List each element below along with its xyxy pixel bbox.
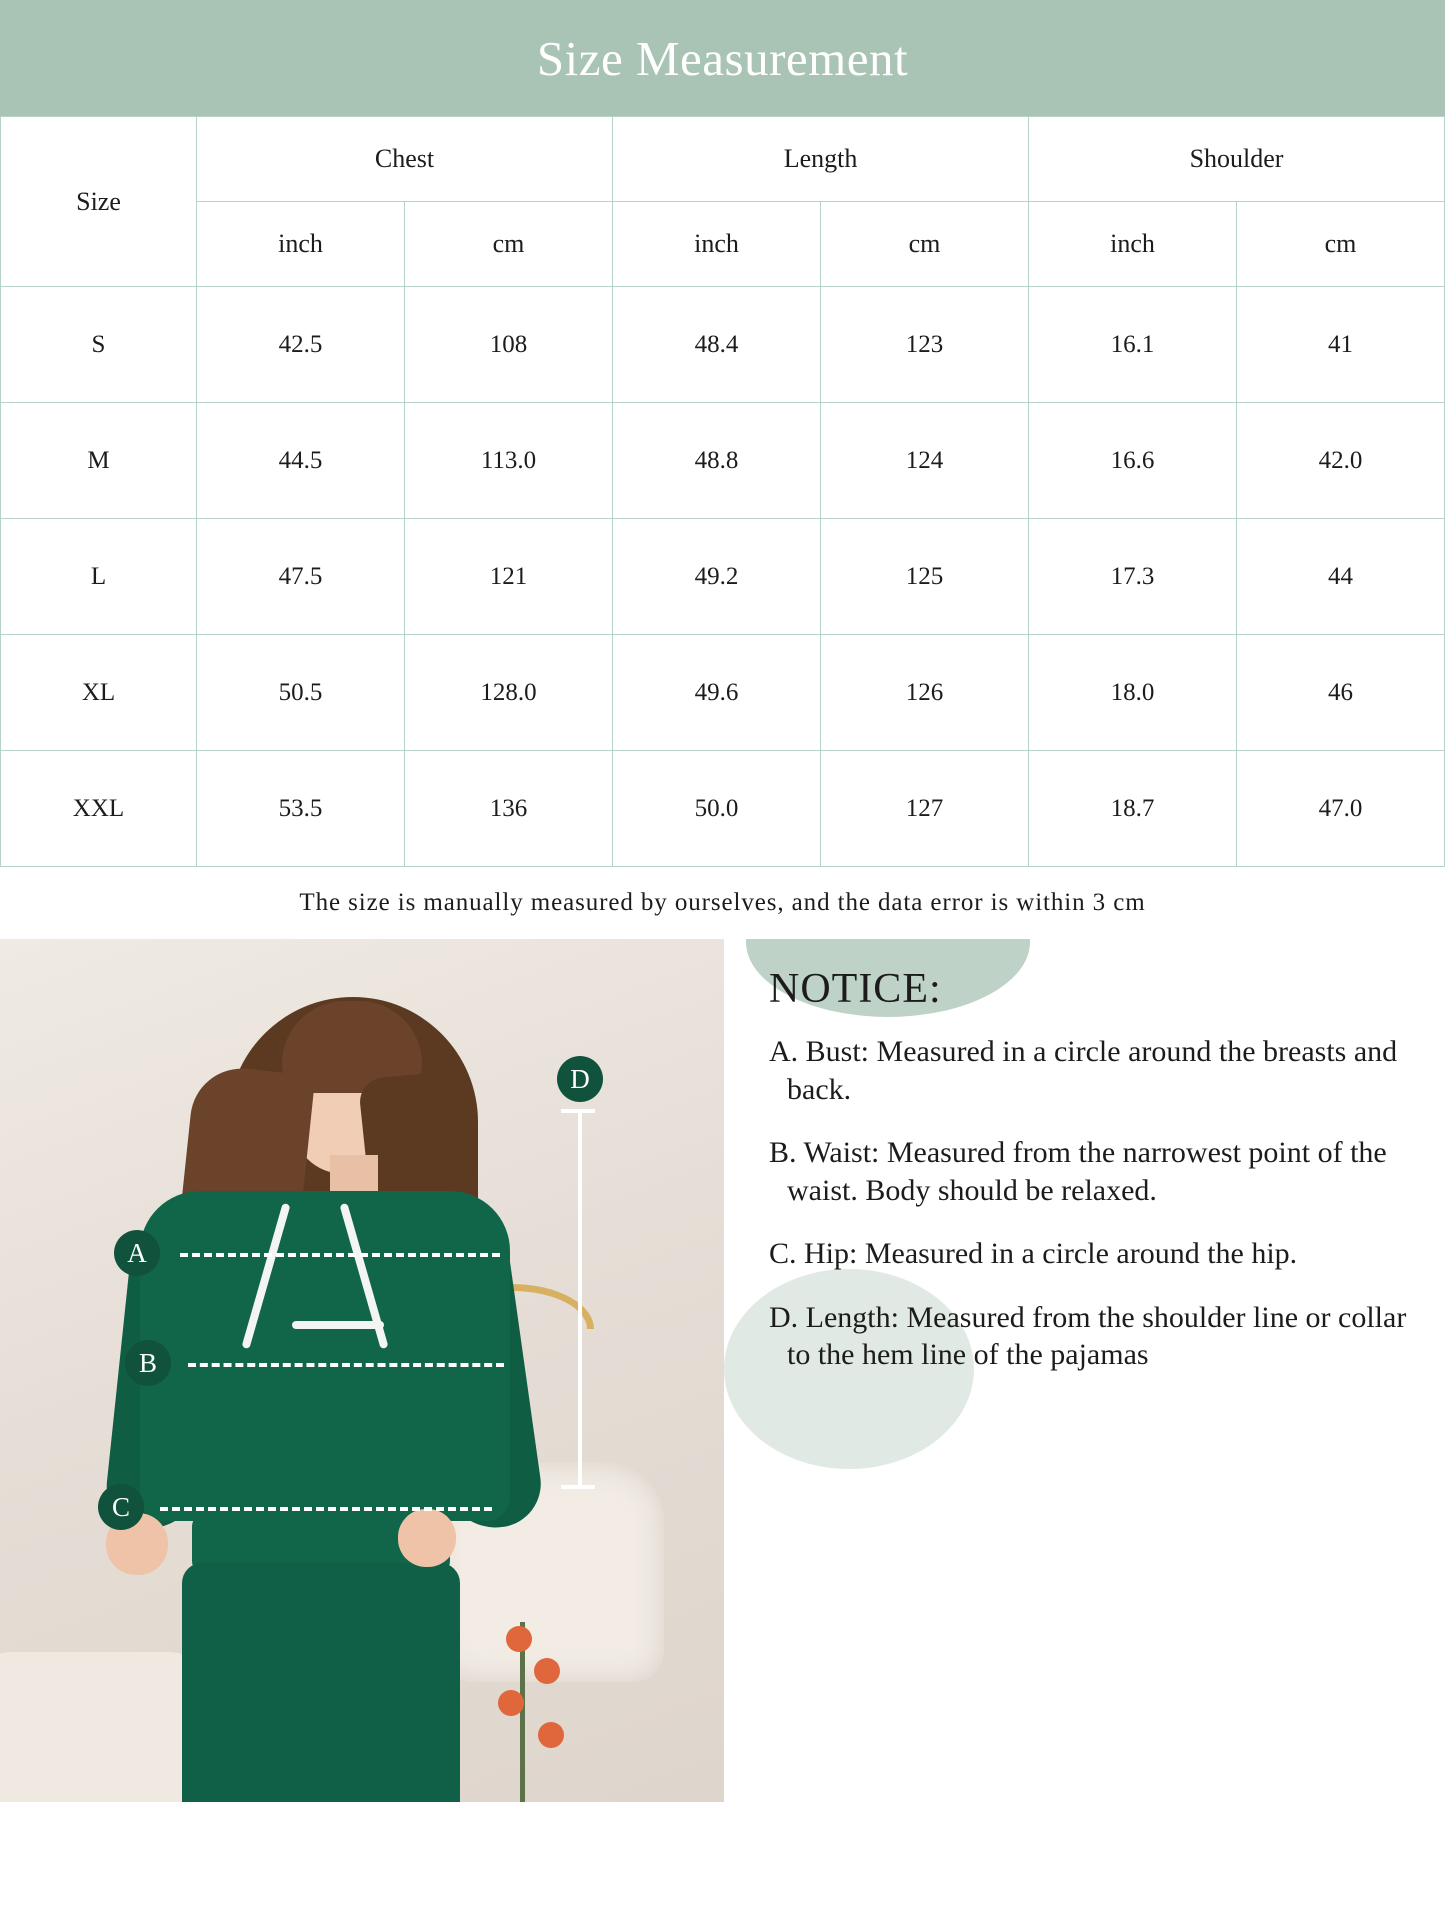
pajama-pants [182, 1563, 460, 1802]
cell-chest-cm: 128.0 [405, 635, 613, 751]
cell-length-cm: 127 [821, 751, 1029, 867]
marker-d: D [557, 1056, 603, 1102]
unit-chest-inch: inch [197, 202, 405, 287]
marker-c: C [98, 1484, 144, 1530]
measure-line-b [188, 1363, 504, 1367]
unit-chest-cm: cm [405, 202, 613, 287]
cell-chest-inch: 53.5 [197, 751, 405, 867]
flower-bloom [498, 1690, 524, 1716]
row-size-label: XL [1, 635, 197, 751]
column-group-shoulder: Shoulder [1029, 117, 1445, 202]
cell-length-inch: 49.6 [613, 635, 821, 751]
flower-bloom [506, 1626, 532, 1652]
cell-shoulder-cm: 44 [1237, 519, 1445, 635]
notice-item-text: B. Waist: Measured from the narrowest point of the waist. Body should be relaxed. [769, 1136, 1387, 1207]
table-row [1, 635, 1445, 751]
marker-b: B [125, 1340, 171, 1386]
table-header-units [1, 202, 1445, 287]
cell-shoulder-inch: 18.7 [1029, 751, 1237, 867]
cell-length-cm: 123 [821, 287, 1029, 403]
cell-chest-inch: 50.5 [197, 635, 405, 751]
cell-length-inch: 48.8 [613, 403, 821, 519]
cell-shoulder-cm: 42.0 [1237, 403, 1445, 519]
page-title: Size Measurement [536, 30, 909, 86]
cell-shoulder-cm: 41 [1237, 287, 1445, 403]
cell-chest-inch: 44.5 [197, 403, 405, 519]
cell-length-inch: 49.2 [613, 519, 821, 635]
cell-chest-cm: 108 [405, 287, 613, 403]
marker-a: A [114, 1230, 160, 1276]
cell-chest-inch: 47.5 [197, 519, 405, 635]
cell-shoulder-inch: 16.1 [1029, 287, 1237, 403]
cell-length-cm: 125 [821, 519, 1029, 635]
unit-length-cm: cm [821, 202, 1029, 287]
notice-title: NOTICE: [769, 966, 942, 1012]
unit-shoulder-cm: cm [1237, 202, 1445, 287]
measure-line-a [180, 1253, 500, 1257]
flower-bloom [538, 1722, 564, 1748]
column-header-size: Size [1, 117, 197, 287]
model-hand-right [398, 1509, 456, 1567]
cell-length-inch: 48.4 [613, 287, 821, 403]
table-row [1, 519, 1445, 635]
flower-decor [464, 1592, 584, 1802]
measure-cap-d-bottom [561, 1485, 595, 1489]
row-size-label: XXL [1, 751, 197, 867]
cell-length-cm: 126 [821, 635, 1029, 751]
size-measurement-table [0, 116, 1445, 867]
cell-chest-cm: 121 [405, 519, 613, 635]
model-photo [0, 939, 724, 1802]
column-group-length: Length [613, 117, 1029, 202]
cell-shoulder-inch: 16.6 [1029, 403, 1237, 519]
sofa-decor [0, 1652, 200, 1802]
column-group-chest: Chest [197, 117, 613, 202]
cell-shoulder-inch: 18.0 [1029, 635, 1237, 751]
row-size-label: M [1, 403, 197, 519]
measurement-disclaimer: The size is manually measured by ourselves, and the data error is within 3 cm [299, 889, 1146, 916]
table-header-groups [1, 117, 1445, 202]
page-header [0, 0, 1445, 116]
table-row [1, 287, 1445, 403]
cell-shoulder-cm: 46 [1237, 635, 1445, 751]
unit-length-inch: inch [613, 202, 821, 287]
cell-chest-inch: 42.5 [197, 287, 405, 403]
notice-item-text: A. Bust: Measured in a circle around the breasts and back. [769, 1035, 1398, 1106]
cell-chest-cm: 136 [405, 751, 613, 867]
measure-cap-d-top [561, 1109, 595, 1113]
row-size-label: L [1, 519, 197, 635]
cell-length-cm: 124 [821, 403, 1029, 519]
notice-item-hip [769, 1235, 1435, 1273]
lower-section [0, 939, 1445, 1802]
cell-length-inch: 50.0 [613, 751, 821, 867]
notice-item-waist [769, 1134, 1435, 1209]
cell-chest-cm: 113.0 [405, 403, 613, 519]
pajama-pocket-trim [292, 1321, 384, 1329]
table-row [1, 751, 1445, 867]
notice-item-text: D. Length: Measured from the shoulder line or collar to the hem line of the pajamas [769, 1300, 1407, 1371]
measure-line-d [578, 1109, 582, 1489]
notice-item-bust [769, 1033, 1435, 1108]
measure-line-c [160, 1507, 492, 1511]
cell-shoulder-cm: 47.0 [1237, 751, 1445, 867]
flower-bloom [534, 1658, 560, 1684]
cell-shoulder-inch: 17.3 [1029, 519, 1237, 635]
unit-shoulder-inch: inch [1029, 202, 1237, 287]
pajama-top [140, 1191, 510, 1521]
notice-item-text: C. Hip: Measured in a circle around the hip. [769, 1237, 1298, 1270]
table-row [1, 403, 1445, 519]
row-size-label: S [1, 287, 197, 403]
notice-panel [724, 939, 1445, 1802]
notice-item-length [769, 1299, 1435, 1374]
